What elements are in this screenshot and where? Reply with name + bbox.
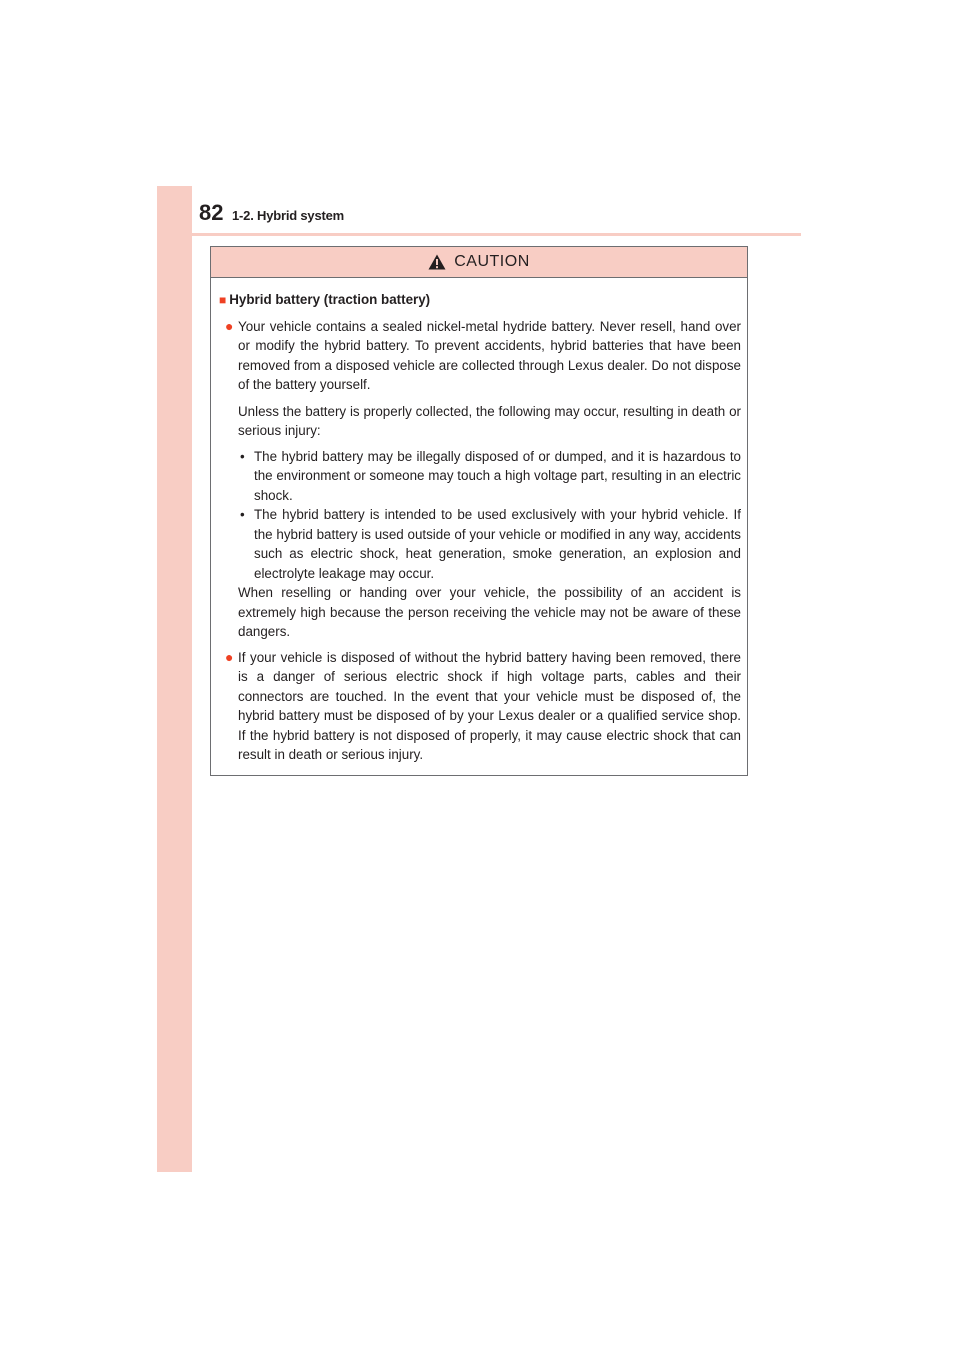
list-item [225, 648, 741, 765]
sub-list [238, 447, 741, 584]
topic-title: Hybrid battery (traction battery) [229, 292, 431, 307]
circle-bullet-icon: ● [225, 317, 234, 334]
item-paragraph: Unless the battery is properly collected, the following may occur, resulting in death or serious injury: [238, 403, 741, 438]
sub-item-text: The hybrid battery is intended to be used exclusively with your hybrid vehicle. If the hybrid battery is used outside of your vehicle or modified in any way, accidents such as electric shock, heat generation, smoke generation, an explosion and electrolyte leakage may occur. [254, 507, 741, 581]
section-title: 1-2. Hybrid system [232, 208, 345, 223]
sub-list-item [238, 447, 741, 506]
sub-item-text: The hybrid battery may be illegally disposed of or dumped, and it is hazardous to the environment or someone may touch a high voltage part, resulting in an electric shock. [254, 448, 741, 503]
header-rule [157, 233, 801, 236]
caution-body [211, 278, 747, 765]
circle-bullet-icon: ● [225, 648, 234, 665]
side-color-band [157, 186, 192, 1172]
caution-header [211, 247, 747, 278]
sub-list-item [238, 505, 741, 583]
caution-box [210, 246, 748, 776]
topic-heading [219, 290, 741, 311]
page-number: 82 [199, 200, 224, 225]
item-paragraph: Your vehicle contains a sealed nickel-metal hydride battery. Never resell, hand over or modify the hybrid battery. To prevent accidents, hybrid batteries that have been removed from a disposed vehicle are collected through Lexus dealer. Do not dispose of the battery yourself. [238, 318, 741, 392]
sub-bullet-icon: • [240, 448, 245, 464]
square-bullet-icon: ■ [219, 293, 227, 307]
list-item [225, 317, 741, 642]
item-paragraph: If your vehicle is disposed of without the hybrid battery having been removed, there is a danger of serious electric shock if high voltage parts, cables and their connectors are touched. In the event that your vehicle must be disposed of, the hybrid battery must be disposed of by your Lexus dealer or a qualified service shop. If the hybrid battery is not disposed of properly, it may cause electric shock that can result in death or serious injury. [238, 649, 741, 762]
sub-bullet-icon: • [240, 507, 245, 522]
caution-label: CAUTION [454, 253, 530, 270]
warning-triangle-icon [428, 254, 446, 270]
item-content [238, 317, 741, 642]
item-paragraph: When reselling or handing over your vehicle, the possibility of an accident is extremely high because the person receiving the vehicle may not be aware of these dangers. [238, 585, 741, 639]
item-content [238, 648, 741, 765]
